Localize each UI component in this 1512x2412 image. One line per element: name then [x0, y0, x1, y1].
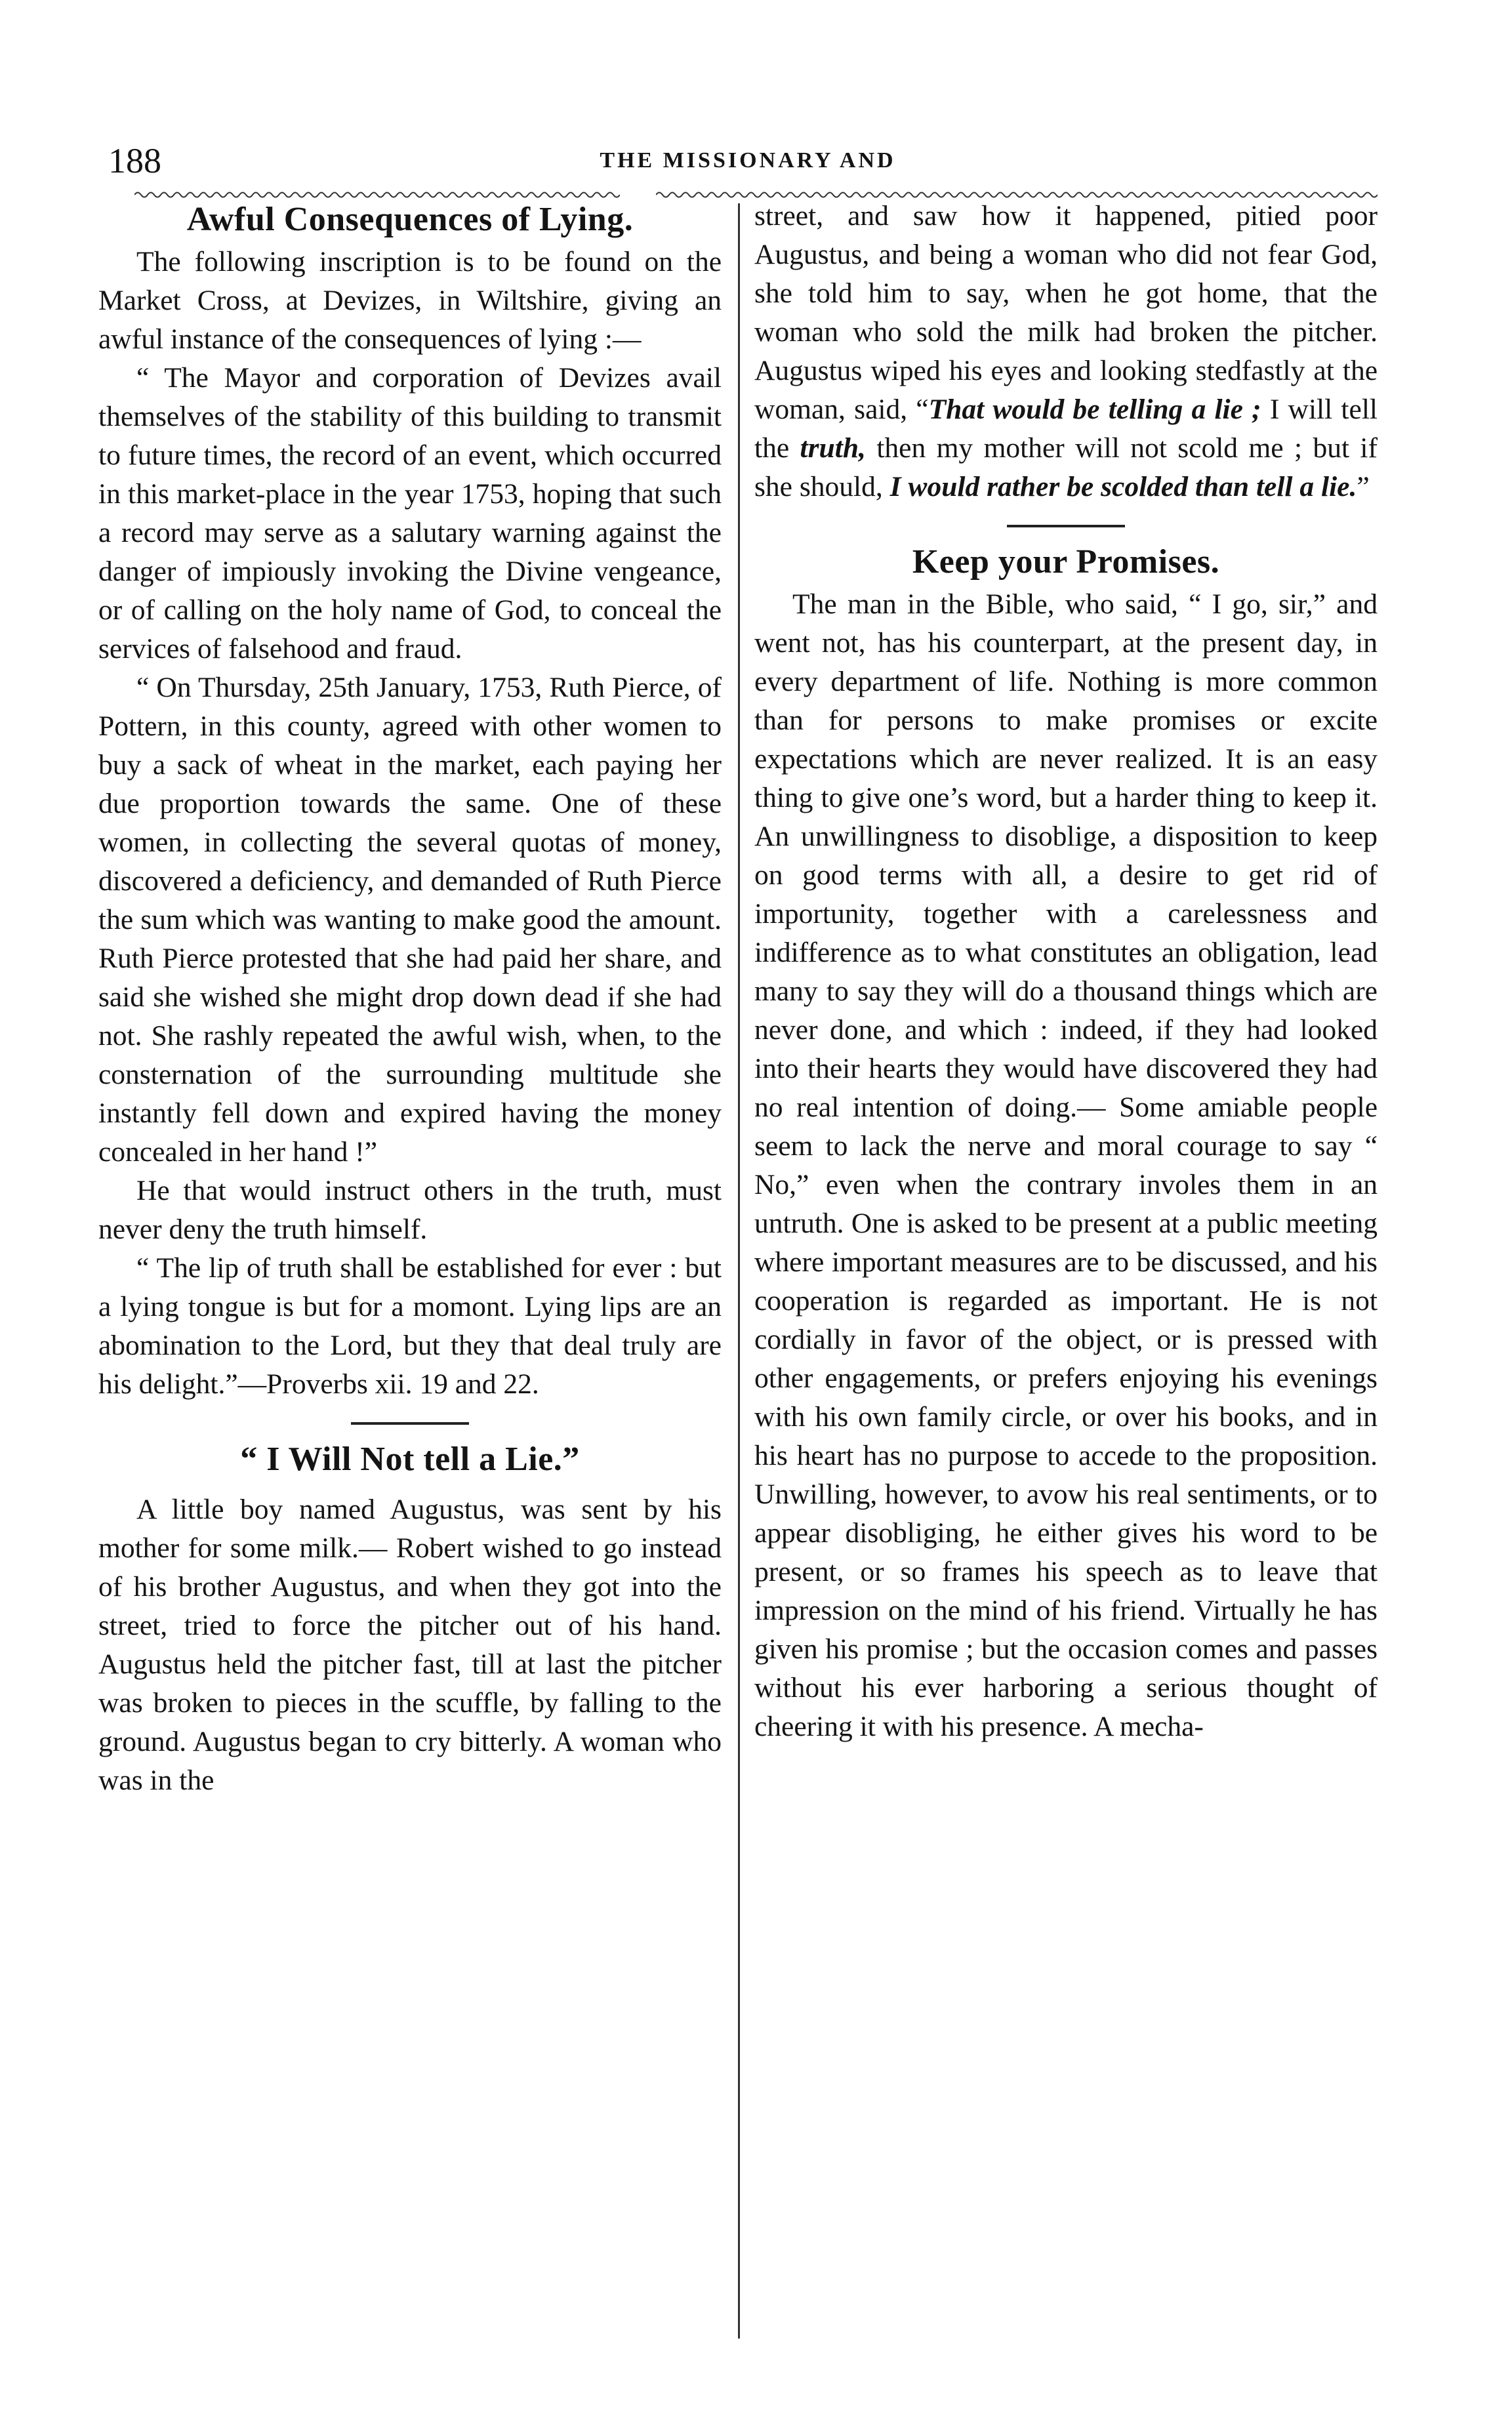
- article-title-i-will-not-tell-a-lie: “ I Will Not tell a Lie.”: [240, 1441, 580, 1478]
- running-head: THE MISSIONARY AND: [600, 148, 896, 173]
- paragraph: “ The lip of truth shall be established for ever : but a lying tongue is but for a momont. Lying lips are an abomination to the Lord, but they that deal truly are his delight.”—Proverbs xii. 19 and 22.: [98, 1252, 722, 1400]
- paragraph-continued: street, and saw how it happened, pitied poor Augustus, and being a woman who did not fear God, she told him to say, when he got home, that the woman who sold the milk had broken the pitcher. Augustus wiped his eyes and looking stedfastly at the woman, said, “That would be telling a lie ; I will tell the truth, then my mother will not scold me ; but if she should, I would rather be scolded than tell a lie.”: [754, 200, 1378, 502]
- paragraph: He that would instruct others in the truth, must never deny the truth himself.: [98, 1175, 722, 1245]
- paragraph: A little boy named Augustus, was sent by his mother for some milk.— Robert wished to go instead of his brother Augustus, and when they got into the street, tried to force the pitcher out of his hand. Augustus held the pitcher fast, till at last the pitcher was broken to pieces in the scuffle, by falling to the ground. Augustus began to cry bitterly. A woman who was in the: [98, 1494, 722, 1796]
- section-separator: [1007, 525, 1125, 527]
- paragraph: The following inscription is to be found on the Market Cross, at Devizes, in Wiltshire, giving an awful instance of the consequences of lying :—: [98, 246, 722, 355]
- column-divider: [738, 203, 740, 2339]
- page-header: [98, 141, 1391, 180]
- section-separator: [351, 1422, 469, 1425]
- left-column: [98, 197, 722, 1800]
- page-number: 188: [108, 141, 161, 180]
- paragraph: The man in the Bible, who said, “ I go, sir,” and went not, has his counterpart, at the present day, in every department of life. Nothing is more common than for persons to make promises or excite expectations which are never realized. It is an easy thing to give one’s word, but a harder thing to keep it. An unwillingness to disoblige, a disposition to keep on good terms with all, a desire to get rid of importunity, together with a carelessness and indifference as to what constitutes an obligation, lead many to say they will do a thousand things which are never done, and which : indeed, if they had looked into their hearts they would have discovered they had no real intention of doing.— Some amiable people seem to lack the nerve and moral courage to say “ No,” even when the contrary involes them in an untruth. One is asked to be present at a public meeting where important measures are to be discussed, and his cooperation is regarded as important. He is not cordially in favor of the object, or is pressed with other engagements, or prefers enjoying his evenings with his own family circle, or over his books, and in his heart has no purpose to accede to the proposition. Unwilling, however, to avow his real sentiments, or to appear disobliging, he either gives his word to be present, or so frames his speech as to leave that impression on the mind of his friend. Virtually he has given his promise ; but the occasion comes and passes without his ever harboring a serious thought of cheering it with his presence. A mecha-: [754, 588, 1378, 1742]
- paragraph: “ On Thursday, 25th January, 1753, Ruth Pierce, of Pottern, in this county, agreed with other women to buy a sack of wheat in the market, each paying her due proportion towards the same. One of these women, in collecting the several quotas of money, discovered a deficiency, and demanded of Ruth Pierce the sum which was wanting to make good the amount. Ruth Pierce protested that she had paid her share, and said she wished she might drop down dead if she had not. She rashly repeated the awful wish, when, to the consternation of the surrounding multitude she instantly fell down and expired having the money concealed in her hand !”: [98, 672, 722, 1168]
- paragraph: “ The Mayor and corporation of Devizes avail themselves of the stability of this building to transmit to future times, the record of an event, which occurred in this market-place in the year 1753, hoping that such a record may serve as a salutary warning against the danger of impiously invoking the Divine vengeance, or of calling on the holy name of God, to conceal the services of falsehood and fraud.: [98, 362, 722, 664]
- article-title-awful-consequences: Awful Consequences of Lying.: [186, 201, 634, 238]
- right-column: [754, 197, 1378, 1746]
- article-title-keep-your-promises: Keep your Promises.: [912, 543, 1220, 581]
